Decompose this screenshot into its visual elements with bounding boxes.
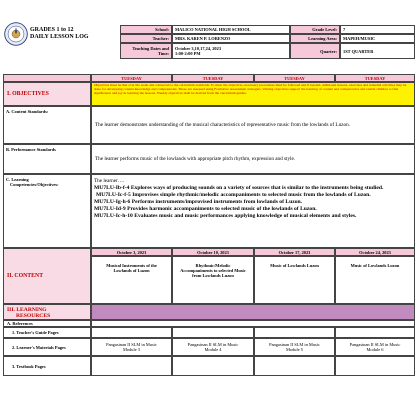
content-topic-3: Music of Lowlands Luzon (254, 256, 335, 304)
content-standards-text: The learner demonstrates understanding of the musical characteristics of representative music from the lowlands of Luzon. (91, 106, 415, 144)
teacher-value: MRS. KAREN P. LORENZO (172, 34, 290, 43)
competencies-label (3, 174, 91, 248)
textbook-cell (91, 356, 172, 376)
content-date-4: October 24, 2023 (335, 248, 415, 256)
area-label: Learning Area: (290, 34, 340, 43)
school-label: School: (120, 25, 172, 34)
teachers-guide-cell (254, 327, 335, 338)
objectives-text: Objectives must be met over the week and connected to the curriculum standards. To meet the objectives, necessary procedures must be followed and if needed, additional lessons, exercises and remedial activities may be done for developing content knowledge and competencies. These are assessed using Formative Assessment strategies. Valuing objectives support the learning of content and competencies and enable children to find significance and joy in learning the lessons. Weekly objectives shall be derived from the curriculum guides. (91, 82, 415, 106)
days-row-blank (3, 74, 91, 82)
school-value: MALICO NATIONAL HIGH SCHOOL (172, 25, 290, 34)
learners-material-1: Pangasinan II SLM in Music Module 3 (91, 338, 172, 356)
grade-label: Grade Level: (290, 25, 340, 34)
performance-standards-text: The learner performs music of the lowlands with appropriate pitch rhythm, expression and style. (91, 144, 415, 174)
learners-material-4: Pangasinan II SLM in Music Module 6 (335, 338, 415, 356)
competency-item: MU7LU-Id-9 Provides harmonic accompaniments to selected music of the lowlands of Luzon. (94, 206, 317, 212)
resources-heading (3, 304, 91, 320)
teachers-guide-cell (91, 327, 172, 338)
day-3: TUESDAY (254, 74, 335, 82)
dates-line1: October 3,10,17,24, 2023 (175, 46, 222, 51)
dates-label: Teaching Dates and Time: (120, 43, 172, 59)
resources-heading-line2: RESOURCES (16, 313, 51, 320)
area-value: MAPEH/MUSIC (340, 34, 415, 43)
content-date-3: October 17, 2023 (254, 248, 335, 256)
teachers-guide-cell (172, 327, 254, 338)
references-blank (91, 320, 415, 327)
content-date-1: October 3, 2023 (91, 248, 172, 256)
competency-item: MU7LU-Ic-h-10 Evaluates music and music performances applying knowledge of musical elements and styles. (94, 213, 357, 219)
learners-material-2: Pangasinan II SLM in Music Module 4 (172, 338, 254, 356)
competencies-list (91, 174, 415, 248)
title-line1: GRADES 1 to 12 (30, 27, 74, 33)
title-line2: DAILY LESSON LOG (30, 34, 89, 40)
grade-value: 7 (340, 25, 415, 34)
content-topic-1: Musical Instruments of the Lowlands of Luzon (91, 256, 172, 304)
day-4: TUESDAY (335, 74, 415, 82)
content-date-2: October 10, 2023 (172, 248, 254, 256)
teachers-guide-label: 1. Teacher's Guide Pages (3, 327, 91, 338)
day-2: TUESDAY (172, 74, 254, 82)
content-topic-4: Music of Lowlands Luzon (335, 256, 415, 304)
teacher-label: Teacher: (120, 34, 172, 43)
textbook-label: 3. Textbook Pages (3, 356, 91, 376)
textbook-cell (254, 356, 335, 376)
dates-value (172, 43, 290, 59)
quarter-value: 1ST QUARTER (340, 43, 415, 59)
textbook-cell (172, 356, 254, 376)
day-1: TUESDAY (91, 74, 172, 82)
resources-band (91, 304, 415, 320)
dates-line2: 1:00-2:00 PM (175, 51, 201, 56)
competencies-label-line1: C. Learning (6, 177, 29, 182)
deped-seal-icon (4, 22, 28, 46)
textbook-cell (335, 356, 415, 376)
objectives-heading: I. OBJECTIVES (3, 82, 91, 106)
learners-materials-label: 2. Learner's Materials Pages (3, 338, 91, 356)
competencies-intro: The learner…. (94, 178, 125, 184)
competency-item: MU7LU-Ib-f-4 Explores ways of producing sounds on a variety of sources that is similar to the instruments being studied. (94, 185, 384, 191)
quarter-label: Quarter: (290, 43, 340, 59)
resources-heading-line1: III. LEARNING (7, 307, 47, 313)
content-topic-2: Rhythmic/Melodic Accompaniments to selected Music from Lowlands Luzon (172, 256, 254, 304)
competency-item: MU7LU-Ig-h-6 Performs instruments/improvised instruments from lowlands of Luzon. (94, 199, 303, 205)
references-label: A. References (3, 320, 91, 327)
competencies-label-line2: Competencies/Objectives: (10, 182, 59, 187)
teachers-guide-cell (335, 327, 415, 338)
content-heading: II. CONTENT (3, 248, 91, 304)
performance-standards-label: B. Performance Standards (3, 144, 91, 174)
learners-material-3: Pangasinan II SLM in Music Module 5 (254, 338, 335, 356)
content-standards-label: A. Content Standards: (3, 106, 91, 144)
competency-item: MU7LU-Ic-f-5 Improvises simple rhythmic/melodic accompaniments to selected music from the lowlands of Luzon. (96, 192, 371, 198)
